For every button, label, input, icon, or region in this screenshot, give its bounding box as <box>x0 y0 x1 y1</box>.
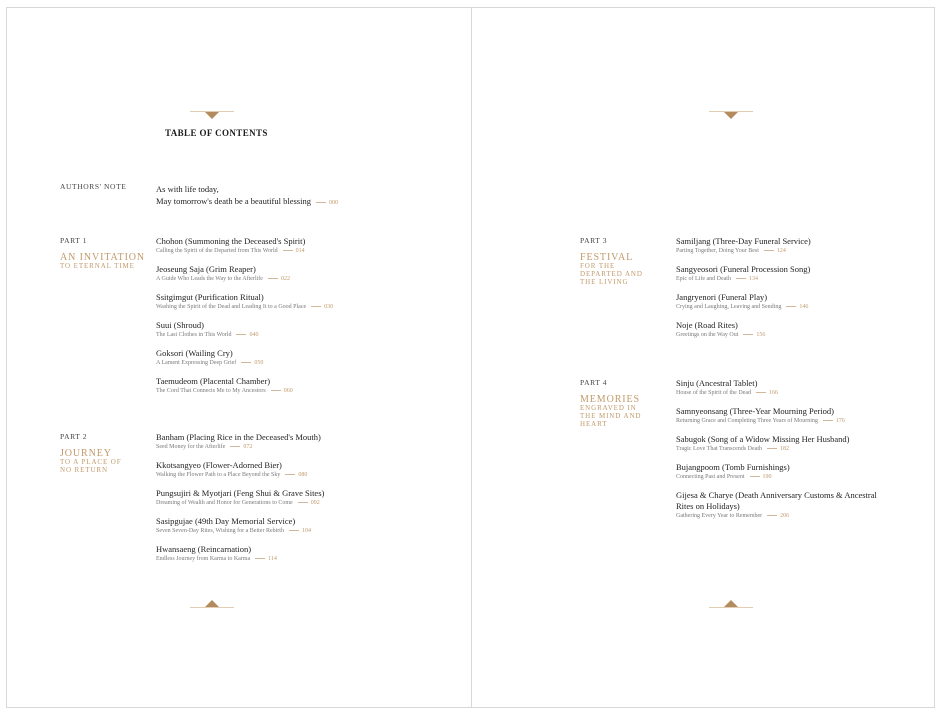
entry-title: Bujangpoom (Tomb Furnishings) <box>676 462 790 472</box>
entry-title: Sasipgujae (49th Day Memorial Service) <box>156 516 296 526</box>
entry-subtitle: The Cord That Connects Me to My Ancestors <box>156 388 266 394</box>
toc-entry[interactable] <box>676 292 808 312</box>
entry-subtitle: Parting Together, Doing Your Best <box>676 248 759 254</box>
toc-entry[interactable] <box>676 264 810 284</box>
authors-note-line2: May tomorrow's death be a beautiful blessing <box>156 196 311 206</box>
part-title: JOURNEY <box>60 448 112 459</box>
leader-dash <box>767 515 777 516</box>
part-title: FESTIVAL <box>580 252 634 263</box>
entry-subtitle: Greetings on the Way Out <box>676 332 739 338</box>
leader-dash <box>764 250 774 251</box>
entry-title: Pungsujiri & Myotjari (Feng Shui & Grave Sites) <box>156 488 325 498</box>
leader-dash <box>311 306 321 307</box>
part-subtitle: FOR THE DEPARTED AND THE LIVING <box>580 262 643 286</box>
toc-entry[interactable] <box>156 460 307 480</box>
entry-subtitle: Gathering Every Year to Remember <box>676 513 763 519</box>
entry-subtitle: A Guide Who Leads the Way to the Afterlife <box>156 276 263 282</box>
leader-dash <box>271 390 281 391</box>
page-number: 030 <box>324 304 334 310</box>
entry-subtitle: Washing the Spirit of the Dead and Leading It to a Good Place <box>156 304 307 310</box>
leader-dash <box>786 306 796 307</box>
page-number: 022 <box>280 276 290 282</box>
entry-subtitle: Walking the Flower Path to a Place Beyond the Sky <box>156 472 281 478</box>
entry-title: Jangryenori (Funeral Play) <box>676 292 768 302</box>
authors-note-label: AUTHORS' NOTE <box>60 182 127 191</box>
toc-entry[interactable] <box>676 406 845 426</box>
page-number: 176 <box>835 418 845 424</box>
top-ornament-icon <box>190 111 234 121</box>
page-number: 206 <box>780 513 790 519</box>
entry-subtitle: Connecting Past and Present <box>676 474 745 480</box>
page-number: 092 <box>310 500 320 506</box>
leader-dash <box>289 530 299 531</box>
entry-title: Hwansaeng (Reincarnation) <box>156 544 252 554</box>
part-label: PART 4 <box>580 378 608 387</box>
right-page <box>472 7 935 708</box>
page-number: 104 <box>301 528 311 534</box>
bottom-ornament-icon <box>709 598 753 608</box>
entry-title: Banham (Placing Rice in the Deceased's Mouth) <box>156 432 321 442</box>
leader-dash <box>743 334 753 335</box>
entry-title: Noje (Road Rites) <box>676 320 738 330</box>
page-number: 166 <box>768 390 778 396</box>
toc-entry[interactable] <box>156 516 311 536</box>
leader-dash <box>236 334 246 335</box>
entry-title: Suui (Shroud) <box>156 320 204 330</box>
toc-entry[interactable] <box>156 376 293 396</box>
page-number: 182 <box>780 446 789 452</box>
part-subtitle: TO A PLACE OF NO RETURN <box>60 458 122 474</box>
toc-entry[interactable] <box>676 462 790 482</box>
leader-dash <box>255 558 265 559</box>
leader-dash <box>285 474 295 475</box>
page-number: 190 <box>762 474 772 480</box>
toc-entry[interactable] <box>676 490 877 521</box>
entry-subtitle: Calling the Spirit of the Departed from This World <box>156 248 278 254</box>
toc-entry[interactable] <box>676 236 811 256</box>
toc-entry[interactable] <box>156 292 333 312</box>
top-ornament-icon <box>709 111 753 121</box>
left-page <box>6 7 471 708</box>
page-number: 114 <box>268 556 277 562</box>
entry-title: Sangyeosori (Funeral Procession Song) <box>676 264 811 274</box>
page-number: 072 <box>243 444 253 450</box>
toc-entry[interactable] <box>156 236 305 256</box>
entry-title-continued: Rites on Holidays) <box>676 501 740 511</box>
entry-subtitle: Seven Seven-Day Rites, Wishing for a Better Rebirth <box>156 528 284 534</box>
toc-entry[interactable] <box>156 488 324 508</box>
page-number: 146 <box>799 304 809 310</box>
part-label: PART 2 <box>60 432 88 441</box>
page-number: 156 <box>756 332 766 338</box>
entry-title: Kkotsangyeo (Flower-Adorned Bier) <box>156 460 282 470</box>
entry-title: Taemudeom (Placental Chamber) <box>156 376 271 386</box>
page-number: 060 <box>283 388 293 394</box>
leader-dash <box>268 278 278 279</box>
page-number: 040 <box>249 332 259 338</box>
entry-subtitle: A Lament Expressing Deep Grief <box>156 360 237 366</box>
toc-entry[interactable] <box>156 348 263 368</box>
entry-title: Sabugok (Song of a Widow Missing Her Husband) <box>676 434 850 444</box>
part-label: PART 1 <box>60 236 88 245</box>
entry-title: Sinju (Ancestral Tablet) <box>676 378 758 388</box>
toc-entry[interactable] <box>676 320 765 340</box>
entry-title: Goksori (Wailing Cry) <box>156 348 233 358</box>
page-number: 000 <box>328 200 338 206</box>
page-title: TABLE OF CONTENTS <box>165 128 268 138</box>
page-number: 124 <box>776 248 786 254</box>
toc-entry[interactable] <box>156 544 277 564</box>
entry-title: Samiljang (Three-Day Funeral Service) <box>676 236 811 246</box>
leader-dash <box>241 362 251 363</box>
entry-subtitle: Endless Journey from Karma to Karma <box>156 556 251 562</box>
entry-subtitle: Epic of Life and Death <box>676 276 731 282</box>
toc-entry[interactable] <box>676 378 778 398</box>
toc-entry[interactable] <box>676 434 850 454</box>
page-number: 050 <box>254 360 264 366</box>
entry-subtitle: Returning Grace and Completing Three Years of Mourning <box>676 418 818 424</box>
toc-entry[interactable] <box>156 320 258 340</box>
toc-entry[interactable] <box>156 432 321 452</box>
toc-entry[interactable] <box>156 264 290 284</box>
leader-dash <box>756 392 766 393</box>
part-label: PART 3 <box>580 236 608 245</box>
bottom-ornament-icon <box>190 598 234 608</box>
entry-title: Jeoseung Saja (Grim Reaper) <box>156 264 256 274</box>
leader-dash <box>767 448 777 449</box>
part-subtitle: TO ETERNAL TIME <box>60 262 135 270</box>
entry-subtitle: The Last Clothes in This World <box>156 332 232 338</box>
leader-dash <box>736 278 746 279</box>
entry-subtitle: Tragic Love That Transcends Death <box>676 446 762 452</box>
entry-subtitle: Dreaming of Wealth and Honor for Generations to Come <box>156 500 293 506</box>
entry-title: Gijesa & Charye (Death Anniversary Customs & Ancestral <box>676 490 877 500</box>
leader-dash <box>316 202 326 203</box>
part-subtitle: ENGRAVED IN THE MIND AND HEART <box>580 404 642 428</box>
part-title: MEMORIES <box>580 394 640 405</box>
entry-subtitle: House of the Spirit of the Dead <box>676 390 751 396</box>
leader-dash <box>298 502 308 503</box>
entry-title: Chohon (Summoning the Deceased's Spirit) <box>156 236 306 246</box>
entry-subtitle: Crying and Laughing, Leaving and Sending <box>676 304 782 310</box>
page-number: 080 <box>298 472 308 478</box>
part-title: AN INVITATION <box>60 252 146 263</box>
leader-dash <box>750 476 760 477</box>
leader-dash <box>230 446 240 447</box>
entry-title: Samnyeonsang (Three-Year Mourning Period) <box>676 406 835 416</box>
authors-note-entry[interactable] <box>156 183 338 209</box>
page-number: 134 <box>748 276 758 282</box>
leader-dash <box>823 420 833 421</box>
authors-note-line1: As with life today, <box>156 184 219 194</box>
page-number: 014 <box>295 248 305 254</box>
entry-subtitle: Seed Money for the Afterlife <box>156 444 226 450</box>
entry-title: Ssitgimgut (Purification Ritual) <box>156 292 264 302</box>
leader-dash <box>283 250 293 251</box>
